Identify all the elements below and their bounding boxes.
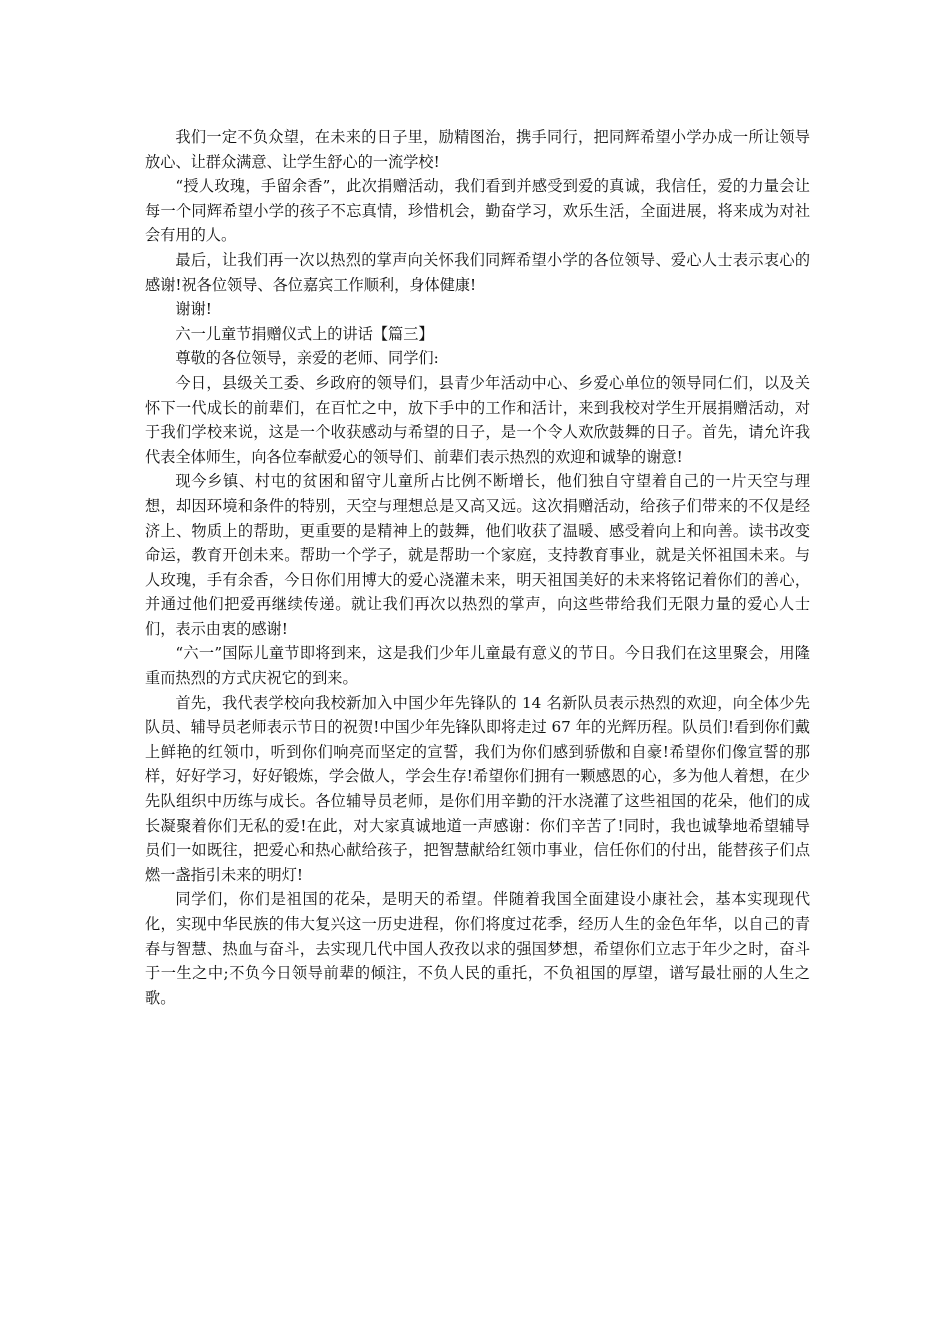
paragraph: 谢谢! [175, 300, 212, 319]
paragraph: “六一”国际儿童节即将到来，这是我们少年儿童最有意义的节日。今日我们在这里聚会，用隆重而热烈的方式庆祝它的到来。 [145, 644, 810, 688]
paragraph: 同学们，你们是祖国的花朵，是明天的希望。伴随着我国全面建设小康社会，基本实现现代化，实现中华民族的伟大复兴这一历史进程，你们将度过花季，经历人生的金色年华，以自己的青春与智慧、热血与奋斗，去实现几代中国人孜孜以求的强国梦想，希望你们立志于年少之时，奋斗于一生之中;不负今日领导前辈的倾注，不负人民的重托，不负祖国的厚望，谱写最壮丽的人生之歌。 [145, 890, 810, 1007]
paragraph: 我们一定不负众望，在未来的日子里，励精图治，携手同行，把同辉希望小学办成一所让领导放心、让群众满意、让学生舒心的一流学校! [145, 128, 810, 171]
paragraph: “授人玫瑰，手留余香”，此次捐赠活动，我们看到并感受到爱的真诚，我信任，爱的力量会让每一个同辉希望小学的孩子不忘真情，珍惜机会，勤奋学习，欢乐生活，全面进展，将来成为对社会有用的人。 [145, 177, 810, 245]
paragraph: 今日，县级关工委、乡政府的领导们，县青少年活动中心、乡爱心单位的领导同仁们，以及关怀下一代成长的前辈们，在百忙之中，放下手中的工作和活计，来到我校对学生开展捐赠活动，对于我们学校来说，这是一个收获感动与希望的日子，是一个令人欢欣鼓舞的日子。首先，请允许我代表全体师生，向各位奉献爱心的领导们、前辈们表示热烈的欢迎和诚挚的谢意! [145, 373, 810, 466]
paragraph: 首先，我代表学校向我校新加入中国少年先锋队的 14 名新队员表示热烈的欢迎，向全体少先队员、辅导员老师表示节日的祝贺!中国少年先锋队即将走过 67 年的光辉历程。队员们!看到你们戴上鲜艳的红领巾，听到你们响亮而坚定的宣誓，我们为你们感到骄傲和自豪!希望你们像宣誓的那样，好好学习，好好锻炼，学会做人，学会生存!希望你们拥有一颗感恩的心，多为他人着想，在少先队组织中历练与成长。各位辅导员老师，是你们用辛勤的汗水浇灌了这些祖国的花朵，他们的成长凝聚着你们无私的爱!在此，对大家真诚地道一声感谢：你们辛苦了!同时，我也诚挚地希望辅导员们一如既往，把爱心和热心献给孩子，把智慧献给红领巾事业，信任你们的付出，能替孩子们点燃一盏指引未来的明灯! [145, 693, 810, 884]
document-body [145, 125, 810, 1010]
salutation: 尊敬的各位领导，亲爱的老师、同学们: [175, 349, 439, 368]
paragraph: 现今乡镇、村屯的贫困和留守儿童所占比例不断增长，他们独自守望着自己的一片天空与理想，却因环境和条件的特别，天空与理想总是又高又远。这次捐赠活动，给孩子们带来的不仅是经济上、物质上的帮助，更重要的是精神上的鼓舞，他们收获了温暖、感受着向上和向善。读书改变命运，教育开创未来。帮助一个学子，就是帮助一个家庭，支持教育事业，就是关怀祖国未来。与人玫瑰，手有余香，今日你们用博大的爱心浇灌未来，明天祖国美好的未来将铭记着你们的善心，并通过他们把爱再继续传递。就让我们再次以热烈的掌声，向这些带给我们无限力量的爱心人士们，表示由衷的感谢! [145, 472, 810, 638]
paragraph: 最后，让我们再一次以热烈的掌声向关怀我们同辉希望小学的各位领导、爱心人士表示衷心的感谢!祝各位领导、各位嘉宾工作顺利，身体健康! [145, 250, 810, 294]
section-heading: 六一儿童节捐赠仪式上的讲话【篇三】 [175, 324, 434, 343]
